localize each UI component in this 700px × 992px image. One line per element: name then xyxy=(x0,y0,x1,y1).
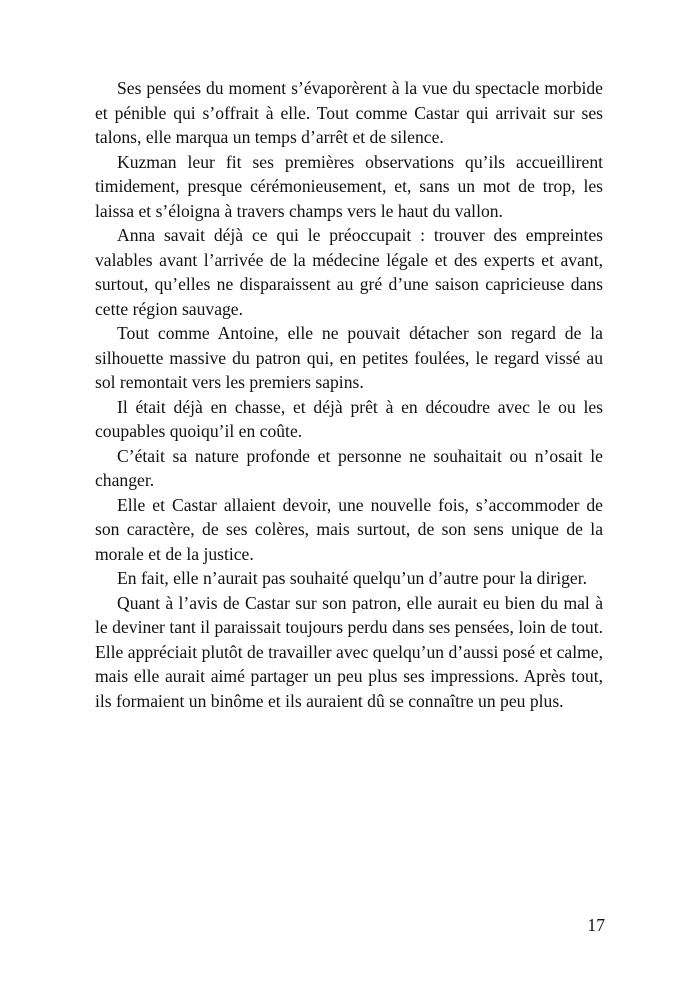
paragraph: Anna savait déjà ce qui le préoccupait : trouver des empreintes valables avant l’arrivée de la médecine légale et des experts et avant, surtout, qu’elles ne disparaissent au gré d’une saison capricieuse dans cette région sauvage. xyxy=(95,225,603,319)
page-number: 17 xyxy=(587,915,605,935)
body-text xyxy=(95,76,603,713)
paragraph: En fait, elle n’aurait pas souhaité quelqu’un d’autre pour la diriger. xyxy=(117,568,587,588)
paragraph: Quant à l’avis de Castar sur son patron, elle aurait eu bien du mal à le deviner tant il paraissait toujours perdu dans ses pensées, loin de tout. Elle appréciait plutôt de travailler avec quelqu’un d’aussi posé et calme, mais elle aurait aimé partager un peu plus ses impressions. Après tout, ils formaient un binôme et ils auraient dû se connaître un peu plus. xyxy=(95,592,603,711)
paragraph: Elle et Castar allaient devoir, une nouvelle fois, s’accommoder de son caractère, de ses colères, mais surtout, de son sens unique de la morale et de la justice. xyxy=(95,494,603,564)
paragraph: Tout comme Antoine, elle ne pouvait détacher son regard de la silhouette massive du patron qui, en petites foulées, le regard vissé au sol remontait vers les premiers sapins. xyxy=(95,323,603,392)
paragraph: Ses pensées du moment s’évaporèrent à la vue du spectacle morbide et pénible qui s’offrait à elle. Tout comme Castar qui arrivait sur ses talons, elle marqua un temps d’arrêt et de silence. xyxy=(95,78,603,147)
paragraph: Kuzman leur fit ses premières observations qu’ils accueillirent timidement, presque cérémonieusement, et, sans un mot de trop, les laissa et s’éloigna à travers champs vers le haut du vallon. xyxy=(95,151,603,221)
paragraph: C’était sa nature profonde et personne ne souhaitait ou n’osait le changer. xyxy=(95,445,603,490)
paragraph: Il était déjà en chasse, et déjà prêt à en découdre avec le ou les coupables quoiqu’il en coûte. xyxy=(95,396,603,441)
